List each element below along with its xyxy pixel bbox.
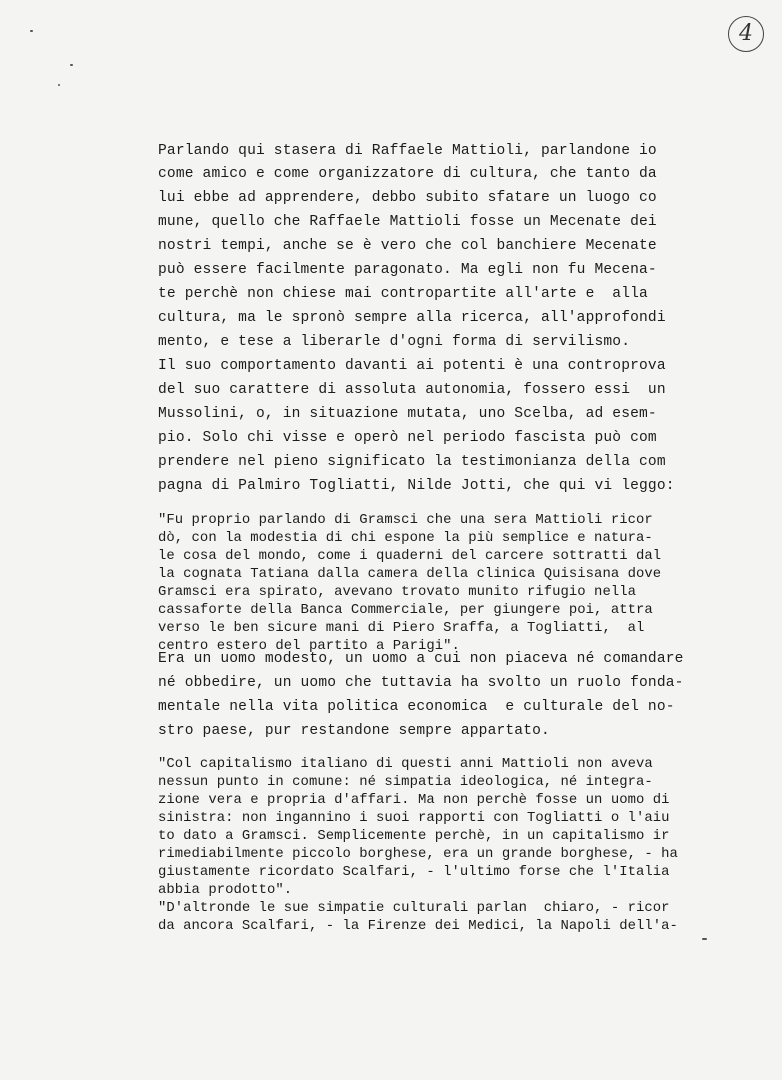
text-line: prendere nel pieno significato la testimonianza della com	[158, 454, 666, 470]
quote-line: giustamente ricordato Scalfari, - l'ultimo forse che l'Italia	[158, 864, 670, 880]
text-line: mentale nella vita politica economica e culturale del no-	[158, 699, 675, 715]
quote-line: le cosa del mondo, come i quaderni del carcere sottratti dal	[158, 548, 662, 564]
scan-speck	[70, 64, 73, 66]
scan-speck	[58, 84, 60, 86]
scan-speck	[30, 30, 33, 32]
text-line: te perchè non chiese mai contropartite all'arte e alla	[158, 286, 648, 302]
quote-line: da ancora Scalfari, - la Firenze dei Medici, la Napoli dell'a-	[158, 918, 678, 934]
text-line: pio. Solo chi visse e operò nel periodo fascista può com	[158, 430, 657, 446]
text-line: stro paese, pur restandone sempre appartato.	[158, 723, 550, 739]
quote-line: to dato a Gramsci. Semplicemente perchè, in un capitalismo ir	[158, 828, 670, 844]
text-line: del suo carattere di assoluta autonomia, fossero essi un	[158, 382, 666, 398]
text-line: Parlando qui stasera di Raffaele Mattioli, parlandone io	[158, 143, 657, 159]
quote-line: la cognata Tatiana dalla camera della clinica Quisisana dove	[158, 566, 662, 582]
quote-line: "Fu proprio parlando di Gramsci che una sera Mattioli ricor	[158, 512, 653, 528]
quote-line: cassaforte della Banca Commerciale, per giungere poi, attra	[158, 602, 653, 618]
text-line: nostri tempi, anche se è vero che col banchiere Mecenate	[158, 238, 657, 254]
text-line: mento, e tese a liberarle d'ogni forma di servilismo.	[158, 334, 631, 350]
quote-line: verso le ben sicure mani di Piero Sraffa, a Togliatti, al	[158, 620, 645, 636]
text-line: può essere facilmente paragonato. Ma egli non fu Mecena-	[158, 262, 657, 278]
quote-line: zione vera e propria d'affari. Ma non perchè fosse un uomo di	[158, 792, 670, 808]
text-line: lui ebbe ad apprendere, debbo subito sfatare un luogo co	[158, 190, 657, 206]
quote-line: Gramsci era spirato, avevano trovato munito rifugio nella	[158, 584, 636, 600]
quote-line: "D'altronde le sue simpatie culturali parlan chiaro, - ricor	[158, 900, 670, 916]
text-line: Il suo comportamento davanti ai potenti è una controprova	[158, 358, 666, 374]
text-line: cultura, ma le spronò sempre alla ricerca, all'approfondi	[158, 310, 666, 326]
text-line: né obbedire, un uomo che tuttavia ha svolto un ruolo fonda-	[158, 675, 684, 691]
text-line: come amico e come organizzatore di cultura, che tanto da	[158, 166, 657, 182]
quote-line: "Col capitalismo italiano di questi anni Mattioli non aveva	[158, 756, 653, 772]
text-line: Era un uomo modesto, un uomo a cui non piaceva né comandare	[158, 651, 684, 667]
quote-line: rimediabilmente piccolo borghese, era un grande borghese, - ha	[158, 846, 678, 862]
quote-line: dò, con la modestia di chi espone la più semplice e natura-	[158, 530, 653, 546]
text-line: pagna di Palmiro Togliatti, Nilde Jotti, che qui vi leggo:	[158, 478, 675, 494]
quote-line: centro estero del partito a Parigi".	[158, 638, 460, 654]
quote-line: sinistra: non ingannino i suoi rapporti con Togliatti o l'aiu	[158, 810, 670, 826]
page-number: 4	[728, 16, 764, 52]
quote-line: nessun punto in comune: né simpatia ideologica, né integra-	[158, 774, 653, 790]
text-line: mune, quello che Raffaele Mattioli fosse un Mecenate dei	[158, 214, 657, 230]
quote-line: abbia prodotto".	[158, 882, 293, 898]
scan-speck	[702, 938, 707, 940]
text-line: Mussolini, o, in situazione mutata, uno Scelba, ad esem-	[158, 406, 657, 422]
